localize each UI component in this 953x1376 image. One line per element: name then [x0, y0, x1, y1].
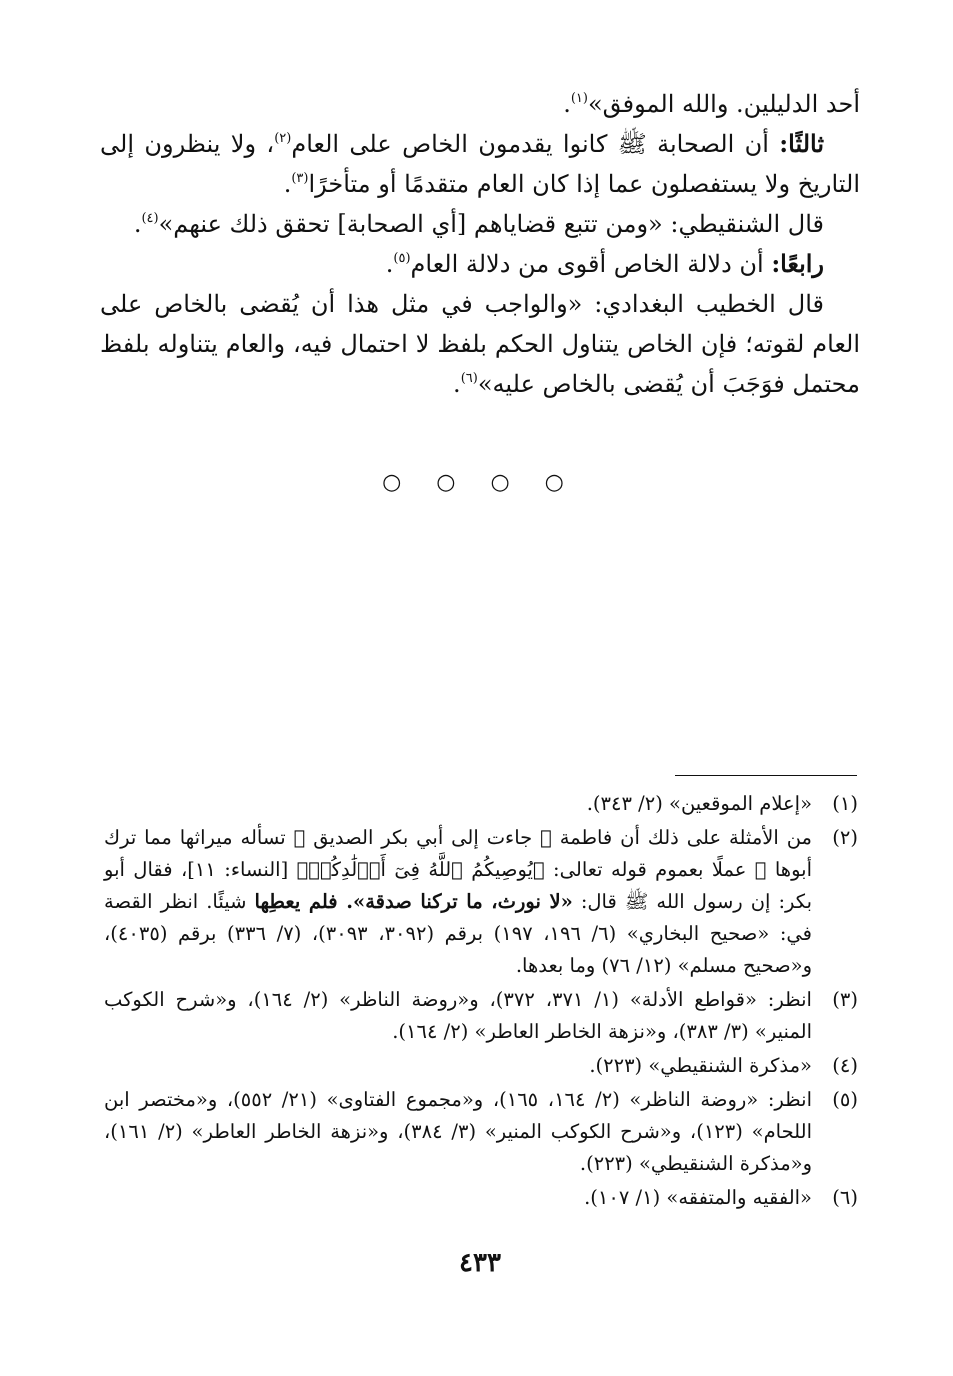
footnote-item: (٥) انظر: «روضة الناظر» (٢/ ١٦٤، ١٦٥)، و«مجموع الفتاوى» (٢١/ ٥٥٢)، و«مختصر ابن اللحام» (١٢٣)، و«شرح الكوكب المنير» (٣/ ٣٨٤)، و«نزهة الخاطر العاطر» (٢/ ١٦١)، و«مذكرة الشنقيطي» (٢٢٣).	[104, 1084, 858, 1180]
paragraph-1: أحد الدليلين. والله الموفق»$^{(١)}$.	[563, 90, 860, 118]
footnote-number: (٣)	[832, 988, 858, 1011]
main-text	[100, 84, 860, 404]
footnote-ref-3[interactable]: (٣)	[291, 171, 309, 186]
section-separator: ○ ○ ○ ○	[382, 470, 578, 495]
paragraph-3: قال الشنقيطي: «ومن تتبع قضاياهم [أي الصحابة] تحقق ذلك عنهم»$^{(٤)}$.	[133, 210, 824, 238]
footnote-ref-2[interactable]: (٢)	[274, 131, 292, 146]
point-label-fourth: رابعًا:	[771, 249, 824, 278]
footnote-item: (٤) «مذكرة الشنقيطي» (٢٢٣).	[104, 1050, 858, 1082]
footnote-number: (٢)	[832, 826, 858, 849]
footnote-number: (٥)	[832, 1088, 858, 1111]
footnote-ref-6[interactable]: (٦)	[460, 371, 478, 386]
paragraph-2: ثالثًا: أن الصحابة ﷺ كانوا يقدمون الخاص على العام$^{(٢)}$، ولا ينظرون إلى التاريخ ولا يستفصلون عما إذا كان العام متقدمًا أو متأخرًا$^{(٣)}$.	[100, 129, 860, 198]
hadith-quote: «لا نورث، ما تركنا صدقة». فلم يعطِها	[254, 890, 573, 913]
point-label-third: ثالثًا:	[779, 129, 824, 158]
footnote-number: (١)	[832, 792, 858, 815]
page-number: ٤٣٣	[459, 1248, 501, 1278]
footnote-item: (٢) من الأمثلة على ذلك أن فاطمة ﷺ جاءت إلى أبي بكر الصديق ﷺ تسأله ميراثها مما ترك أبوها ﷺ عملًا بعموم قوله تعالى: ﴿يُوصِيكُمُ ٱللَّهُ فِىٓ أَوۡلَٰدِكُمۡ﴾ [النساء: ١١]، فقال أبو بكر: إن رسول الله ﷺ قال: «لا نورث، ما تركنا صدقة». فلم يعطِها شيئًا. انظر القصة في: «صحيح البخاري» (٦/ ١٩٦، ١٩٧) برقم (٣٠٩٢، ٣٠٩٣)، (٧/ ٣٣٦) برقم (٤٠٣٥)، و«صحيح مسلم» (١٢/ ٧٦) وما بعدها.	[104, 822, 858, 982]
paragraph-4: رابعًا: أن دلالة الخاص أقوى من دلالة العام$^{(٥)}$.	[385, 249, 824, 278]
footnote-divider	[675, 775, 857, 776]
footnote-number: (٦)	[832, 1186, 858, 1209]
footnotes	[104, 788, 858, 1216]
footnote-number: (٤)	[832, 1054, 858, 1077]
paragraph-5: قال الخطيب البغدادي: «والواجب في مثل هذا أن يُقضى بالخاص على العام لقوته؛ فإن الخاص يتناول الحكم بلفظ لا احتمال فيه، والعام يتناوله بلفظ محتمل فوَجَبَ أن يُقضى بالخاص عليه»$^{(٦)}$.	[100, 290, 860, 398]
footnote-item: (٦) «الفقيه والمتفقه» (١/ ١٠٧).	[104, 1182, 858, 1214]
footnote-item: (٣) انظر: «قواطع الأدلة» (١/ ٣٧١، ٣٧٢)، و«روضة الناظر» (٢/ ١٦٤)، و«شرح الكوكب المنير» (٣/ ٣٨٣)، و«نزهة الخاطر العاطر» (٢/ ١٦٤).	[104, 984, 858, 1048]
footnote-ref-1[interactable]: (١)	[570, 91, 588, 106]
footnote-item: (١) «إعلام الموقعين» (٢/ ٣٤٣).	[104, 788, 858, 820]
footnote-ref-4[interactable]: (٤)	[141, 211, 159, 226]
footnote-ref-5[interactable]: (٥)	[393, 251, 411, 266]
